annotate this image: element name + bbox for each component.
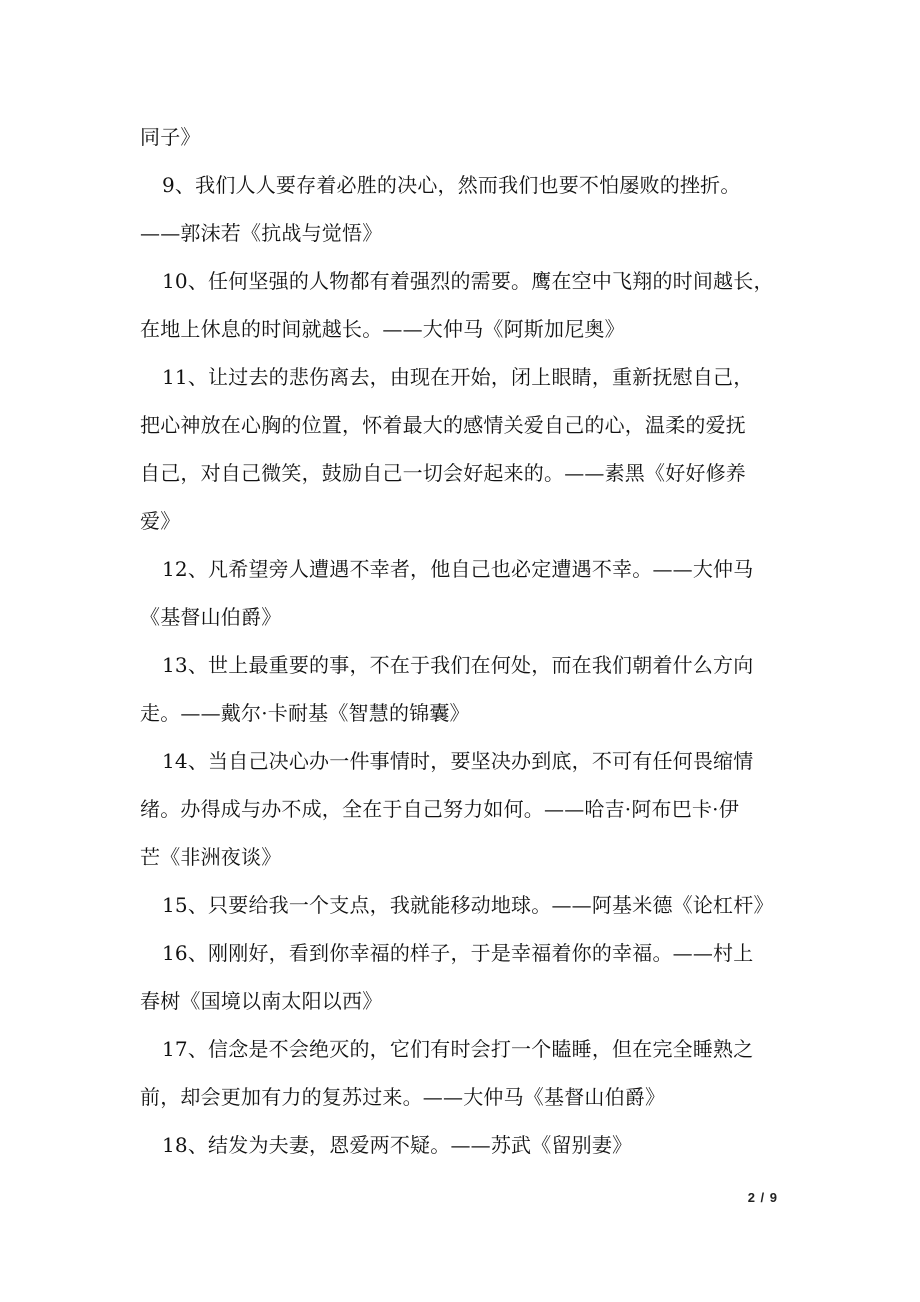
quote-15: 15、只要给我一个支点，我就能移动地球。——阿基米德《论杠杆》 xyxy=(162,893,774,917)
document-body xyxy=(140,113,780,1169)
quote-9: 9、我们人人要存着必胜的决心，然而我们也要不怕屡败的挫折。 xyxy=(162,173,741,197)
quote-16: 16、刚刚好，看到你幸福的样子，于是幸福着你的幸福。——村上 xyxy=(162,941,754,965)
text-line: 《基督山伯爵》 xyxy=(140,605,282,629)
text-line: 自己，对自己微笑，鼓励自己一切会好起来的。——素黑《好好修养 xyxy=(140,461,746,485)
text-line: ——郭沫若《抗战与觉悟》 xyxy=(140,221,383,245)
quote-17: 17、信念是不会绝灭的，它们有时会打一个瞌睡，但在完全睡熟之 xyxy=(162,1037,754,1061)
text-line: 走。——戴尔·卡耐基《智慧的锦囊》 xyxy=(140,701,470,725)
text-line: 爱》 xyxy=(140,509,181,533)
text-line: 春树《国境以南太阳以西》 xyxy=(140,989,383,1013)
text-line: 绪。办得成与办不成，全在于自己努力如何。——哈吉·阿布巴卡·伊 xyxy=(140,797,739,821)
text-line: 芒《非洲夜谈》 xyxy=(140,845,282,869)
quote-14: 14、当自己决心办一件事情时，要坚决办到底，不可有任何畏缩情 xyxy=(162,749,754,773)
quote-18: 18、结发为夫妻，恩爱两不疑。——苏武《留别妻》 xyxy=(162,1133,633,1157)
text-line: 在地上休息的时间就越长。——大仲马《阿斯加尼奥》 xyxy=(140,317,625,341)
quote-12: 12、凡希望旁人遭遇不幸者，他自己也必定遭遇不幸。——大仲马 xyxy=(162,557,754,581)
text-line: 同子》 xyxy=(140,125,201,149)
quote-11: 11、让过去的悲伤离去，由现在开始，闭上眼睛，重新抚慰自己， xyxy=(162,365,754,389)
quote-10: 10、任何坚强的人物都有着强烈的需要。鹰在空中飞翔的时间越长， xyxy=(162,269,774,293)
quote-13: 13、世上最重要的事，不在于我们在何处，而在我们朝着什么方向 xyxy=(162,653,754,677)
text-line: 前，却会更加有力的复苏过来。——大仲马《基督山伯爵》 xyxy=(140,1085,666,1109)
text-line: 把心神放在心胸的位置，怀着最大的感情关爱自己的心，温柔的爱抚 xyxy=(140,413,746,437)
page-number: 2 / 9 xyxy=(747,1190,778,1205)
